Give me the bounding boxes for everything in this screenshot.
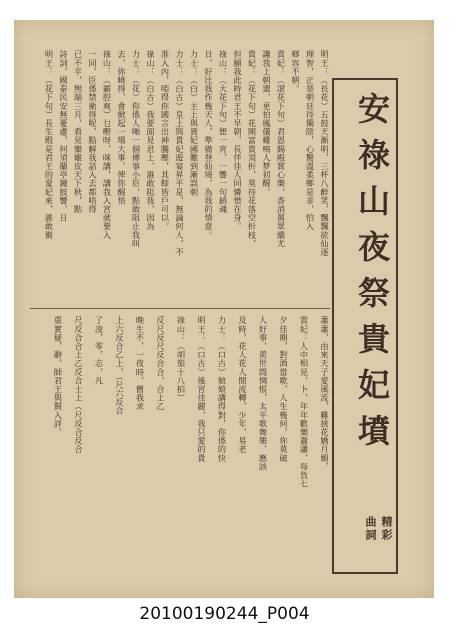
lyric-column: 上六反合乙上，（尺六反合 xyxy=(115,316,125,416)
lyric-column: 重實疑，辭，師君王與賢入評。 xyxy=(53,316,64,437)
subtitle-ququ: 曲詞 xyxy=(364,516,377,542)
lyric-column: 祿山：（霸腔爽）乜嘢呀，咪講，講我入宮就要入 xyxy=(102,50,113,240)
lyric-column: 力士：（白古）皇上與貴妃遊宴昇平是，無論何人，不 xyxy=(175,50,185,257)
lyric-column: 明王：（長花）五鼓天漸明，三杯八醉笑，飄飄欲仙逐 xyxy=(320,50,330,257)
lyric-column: 貴妃：（滾花下句）君恩賜殿賞心樂，香消萬眾嬌尤 xyxy=(276,50,287,248)
lyric-column: 日，好比我作幾天人，準備登仙境，為我的情意。 xyxy=(204,50,214,240)
lyric-column: 及時，花人花人間流轉，少年，易老 xyxy=(238,316,248,454)
lyric-column: 蕭蕭，由來天子愛風流，難捨花嬌月媚， xyxy=(320,316,330,471)
lyric-column: 鄉容不朝。 xyxy=(291,50,301,93)
lyric-column: 但願我此時君王不早朝，長伴佳人同憐惜在身。 xyxy=(233,50,243,231)
lyric-column: 去，你曉得，會掀起一場大事，俾你醒悟 xyxy=(117,50,127,205)
lyric-column: 夕佳期，對酒當歌，人生幾何，你莫破 xyxy=(279,316,289,463)
lyric-column: 讒我上朝還，更怕鳳儀雞鳴人梦初醒。 xyxy=(262,50,272,197)
lyric-column: 反尺反尺反合合，合上乙 xyxy=(156,316,166,411)
lyric-column: 准入內，啞得你國言出神騰壓，其餘皆戶可以。 xyxy=(160,50,171,231)
lyric-column: 了凌，零，志，凡 xyxy=(94,316,105,385)
lyric-column: 明王：（口古）後宮佳麗，我只愛的貴 xyxy=(197,316,207,463)
lyric-column: 力士：（白）主上與貴妃國難到漸誤朝 xyxy=(189,50,200,197)
lyric-column: 詩詞，國泰民安無憂慮，何須蘭亭鐘鼓響，日 xyxy=(59,50,69,222)
lyric-column: 祿山：（大花下句）想一宵，一響一句銷魂 xyxy=(218,50,229,214)
lyric-column: 力士：（口古）娘娘講得對，你係的快 xyxy=(217,316,228,463)
lyric-column: 祿山：（胡笳十八拍） xyxy=(176,316,187,402)
lyric-column: 明王：（花下句）長生殿是君王的愛妃來，誰敢衝 xyxy=(44,50,55,240)
lyric-column: 一同，臣係禁衛得呢，點解我話入去都唔得 xyxy=(88,50,98,214)
lyric-column: 力士：（花）你係人哋一個傳事小臣，點敢阻止我叫 xyxy=(131,50,142,248)
lyric-column: 貴妃：（花下句）花開富貴須折，莫待花落空折枝， xyxy=(247,50,258,248)
lyric-column: 理智，正是朝廷待獨陰，心驚溫柔鄉是非，怕入 xyxy=(305,50,316,231)
lyric-column: 已不平，無端三月，看見樂雞皮天下秋，點 xyxy=(73,50,84,214)
lyric-column: 貴妃：人中相見，卜，年年歡樂蕭瀟，每負七 xyxy=(299,316,310,488)
lyric-column: 尺反合合上乙反合士上（尺反合反合 xyxy=(74,316,84,454)
section-divider xyxy=(30,308,330,309)
lyric-column: 晚生不，一夜時，舊我求 xyxy=(135,316,146,411)
archive-caption: 20100190244_P004 xyxy=(139,604,310,624)
page-title: 安祿山夜祭貴妃墳 xyxy=(353,92,391,460)
lyric-column: 祿山：（白古）我要面見君上，誰敢阻我，因為 xyxy=(146,50,156,231)
subtitle-jingcai: 精彩 xyxy=(380,516,393,542)
lyric-column: 人好事，羨世間惆悵，太平歌舞樂，應該 xyxy=(258,316,269,471)
